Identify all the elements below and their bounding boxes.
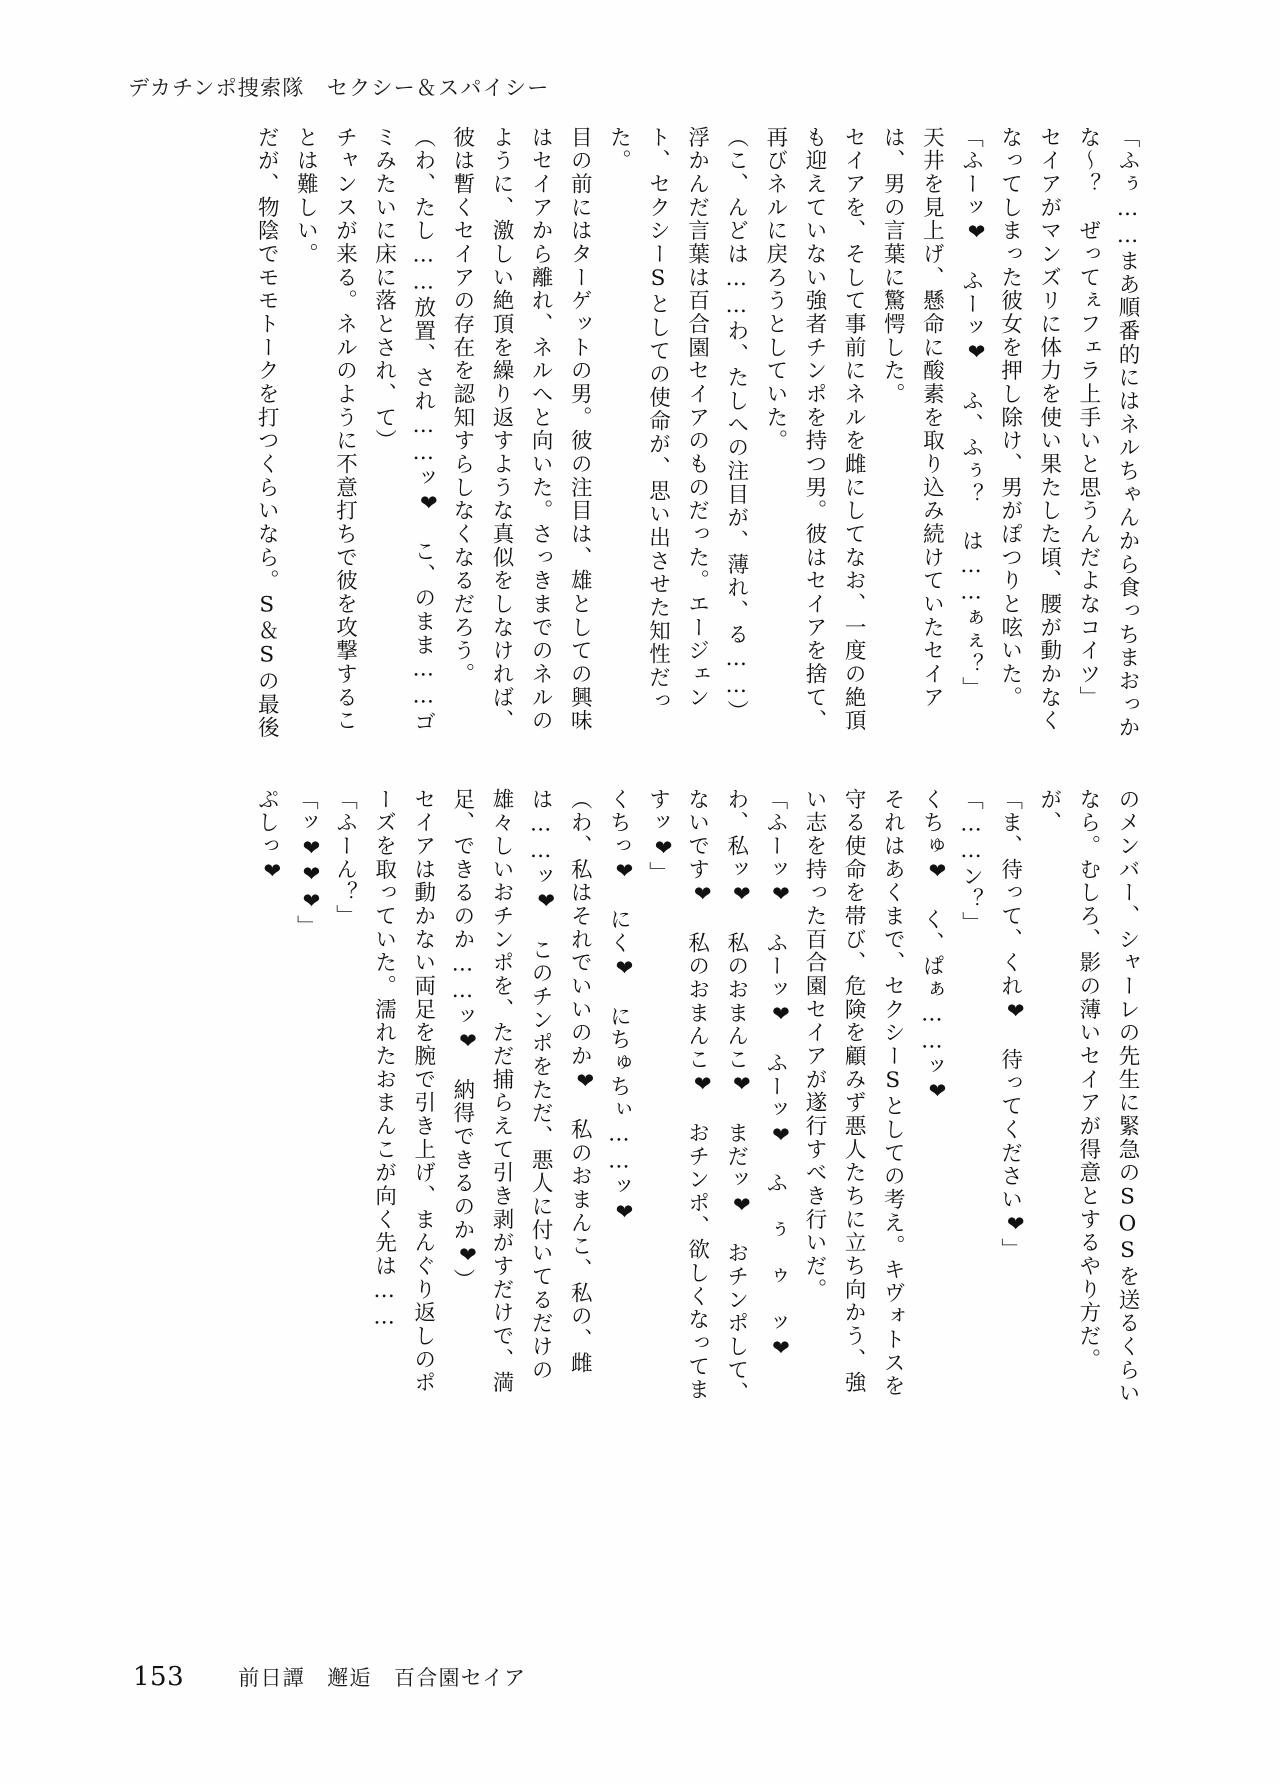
paragraph: 「ふぅ……まあ順番的にはネルちゃんから食っちまおっかな～？ ぜってぇフェラ上手いと思うんだよなコイツ」 (1075, 126, 1140, 740)
heart-icon: ❤ (298, 888, 324, 916)
heart-icon: ❤ (964, 339, 990, 367)
heart-icon: ❤ (768, 1335, 794, 1362)
paragraph: 目の前にはターゲットの男。彼の注目は、雄としての興味はセイアから離れ、ネルへと向いた。さっきまでのネルのように、激しい絶頂を繰り返すような真似をしなければ、彼は暫くセイアの存在を認知すらしなくなるだろう。 (449, 126, 593, 733)
heart-icon: ❤ (611, 1198, 637, 1226)
heart-icon: ❤ (611, 857, 637, 885)
heart-icon: ❤ (533, 888, 559, 916)
heart-icon: ❤ (964, 219, 990, 247)
body-text-block-upper (254, 126, 1147, 746)
heart-icon: ❤ (416, 489, 442, 517)
heart-icon: ❤ (651, 834, 677, 862)
paragraph: セイアは動かない両足を腕で引き上げ、まんぐり返しのポーズを取っていた。濡れたおまんこが向く先は…… (371, 788, 436, 1395)
paragraph: くちゅ❤ く、ぱぁ……ッ❤ (919, 788, 950, 1106)
paragraph: 「ま、待って、くれ❤ 待ってください❤」 (997, 788, 1029, 1262)
heart-icon: ❤ (572, 1067, 598, 1095)
heart-icon: ❤ (924, 1078, 950, 1106)
heart-icon: ❤ (924, 857, 950, 885)
heart-icon: ❤ (690, 1071, 716, 1099)
heart-icon: ❤ (455, 1241, 481, 1269)
heart-icon: ❤ (455, 1028, 481, 1056)
page-number: 153 (133, 1662, 185, 1692)
paragraph: 「ッ❤❤❤」 (293, 788, 324, 939)
paragraph: （こ、んどは……わ、たしへの注目が、薄れ、る……） (723, 126, 749, 724)
paragraph: セイアを、そして事前にネルを雌にしてなお、一度の絶頂も迎えていない強者チンポを持つ男。彼はセイアを捨て、再びネルに戻ろうとしていた。 (762, 126, 867, 733)
heart-icon: ❤ (298, 834, 324, 862)
heart-icon: ❤ (259, 857, 285, 885)
heart-icon: ❤ (768, 1001, 794, 1029)
paragraph: が、 (1036, 788, 1062, 835)
paragraph: だが、物陰でモモトークを打つくらいなら。S＆Sの最後 (254, 126, 280, 740)
paragraph: ぷしっ❤ (254, 788, 285, 885)
heart-icon: ❤ (729, 1191, 755, 1219)
body-text-block-lower (254, 788, 1147, 1408)
heart-icon: ❤ (690, 881, 716, 909)
paragraph: チャンスが来る。ネルのように不意打ちで彼を攻撃することは難しい。 (293, 126, 358, 733)
running-header: デカチンポ捜索隊 セクシー＆スパイシー (128, 76, 550, 100)
heart-icon: ❤ (729, 1071, 755, 1099)
heart-icon: ❤ (1003, 997, 1029, 1025)
paragraph: 浮かんだ言葉は百合園セイアのものだった。エージェント、セクシーSとしての使命が、思い出させた知性だった。 (606, 126, 710, 713)
heart-icon: ❤ (298, 861, 324, 889)
paragraph: 「ふーッ❤ ふーッ❤ ふ、ふぅ？ は……ぁぇ？」 (958, 126, 990, 700)
heart-icon: ❤ (768, 881, 794, 909)
paragraph: くちっ❤ にく❤ にちゅちぃ……ッ❤ (606, 788, 637, 1226)
paragraph: 「ふーッ❤ ふーッ❤ ふーッ❤ ふ ぅ ゥ ッ❤ わ、私ッ❤ 私のおまんこ❤ まだッ❤ おチンポして、ないです❤ 私のおまんこ❤ おチンポ、欲しくなってますッ❤」 (645, 788, 794, 1406)
page-footer (133, 1662, 526, 1692)
footer-chapter-title: 前日譚 邂逅 百合園セイア (238, 1666, 527, 1690)
paragraph: それはあくまで、セクシーSとしての考え。キヴォトスを守る使命を帯び、危険を顧みず悪人たちに立ち向かう、強い志を持った百合園セイアが遂行すべき行いだ。 (802, 788, 906, 1399)
heart-icon: ❤ (768, 1121, 794, 1149)
paragraph: 天井を見上げ、懸命に酸素を取り込み続けていたセイアは、男の言葉に驚愕した。 (880, 126, 945, 710)
paragraph: 「……ン？」 (958, 788, 984, 935)
paragraph: 「ふーん？」 (332, 788, 358, 928)
paragraph: （わ、私はそれでいいのか❤ 私のおまんこ、私の、雌は……ッ❤ このチンポをただ、悪人に付いてるだけの雄々しいおチンポを、ただ捕らえて引き剥がすだけで、満足、できるのか……ッ❤ 納得できるのか❤） (449, 788, 598, 1395)
heart-icon: ❤ (611, 954, 637, 982)
heart-icon: ❤ (1003, 1211, 1029, 1239)
heart-icon: ❤ (729, 881, 755, 909)
paragraph: セイアがマンズリに体力を使い果たした頃、腰が動かなくなってしまった彼女を押し除け、男がぽつりと呟いた。 (997, 126, 1062, 733)
paragraph: （わ、たし……放置、され……ッ❤ こ、のまま……ゴミみたいに床に落とされ、て） (371, 126, 442, 734)
paragraph: のメンバー、シャーレの先生に緊急のSOSを送るくらいなら。むしろ、影の薄いセイアが得意とするやり方だ。 (1075, 788, 1140, 1406)
